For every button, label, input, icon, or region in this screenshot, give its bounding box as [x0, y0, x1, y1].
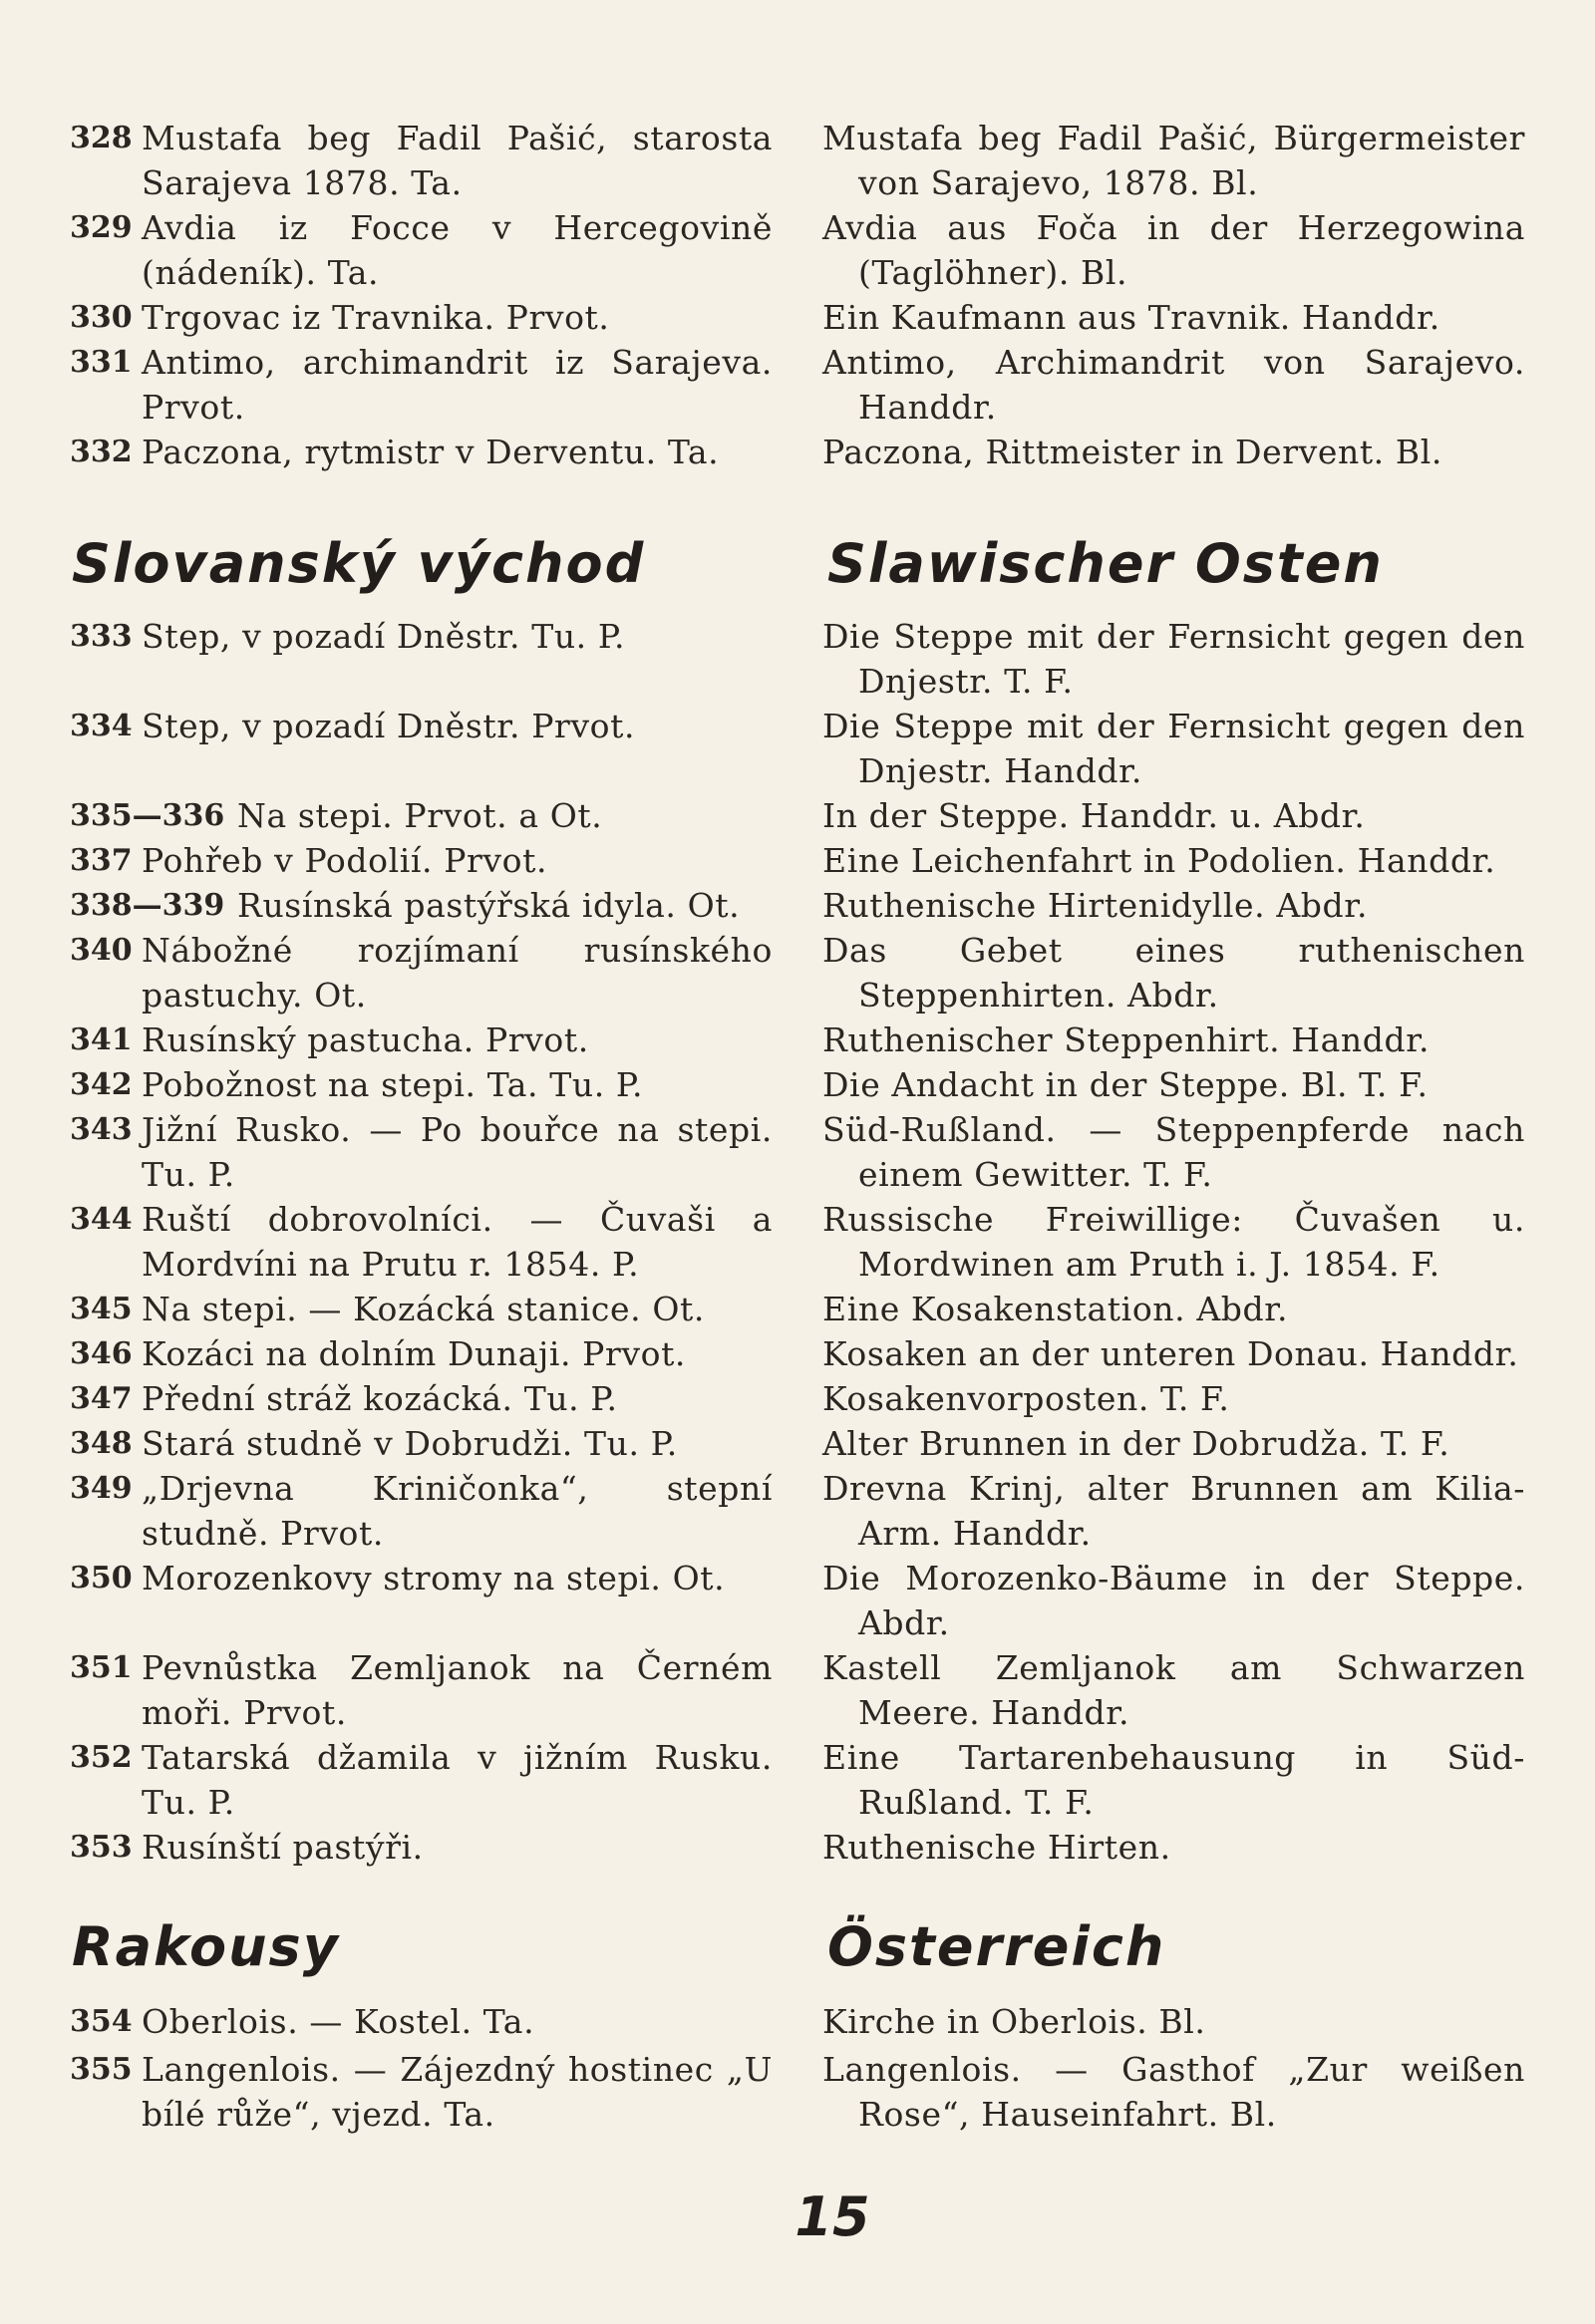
entry-czech: Morozenkovy stromy na stepi. Ot. [142, 1559, 726, 1598]
entry-german: Antimo, Archimandrit von Sarajevo. Handdr. [822, 343, 1525, 427]
entry-number: 350 [70, 1561, 133, 1596]
entry-german: Ein Kaufmann aus Travnik. Handdr. [822, 298, 1440, 337]
entry-czech: Trgovac iz Travnika. Prvot. [142, 298, 610, 337]
entry-german: Drevna Krinj, alter Brunnen am Kilia-Arm. Handdr. [822, 1469, 1525, 1553]
entry-czech: Step, v pozadí Dněstr. Tu. P. [142, 617, 626, 656]
entry-number: 337 [70, 843, 133, 878]
entry-german: Avdia aus Foča in der Herzegowina (Taglöhner). Bl. [822, 208, 1525, 292]
entry-german: Eine Tartarenbehausung in Süd-Rußland. T. F. [822, 1738, 1525, 1822]
entry-number: 340 [70, 933, 133, 968]
entry-czech: Stará studně v Dobrudži. Tu. P. [142, 1424, 678, 1463]
entry-german: In der Steppe. Handdr. u. Abdr. [822, 796, 1366, 835]
entry-number: 355 [70, 2052, 133, 2087]
entry-czech: Step, v pozadí Dněstr. Prvot. [142, 707, 636, 745]
entry-number: 330 [70, 300, 133, 335]
entry-number: 342 [70, 1067, 133, 1102]
entry-german: Kosakenvorposten. T. F. [822, 1379, 1230, 1418]
entry-czech: Pevnůstka Zemljanok na Černém moři. Prvot. [142, 1648, 773, 1732]
entry-german: Ruthenischer Steppenhirt. Handdr. [822, 1020, 1431, 1059]
entry-german: Ruthenische Hirtenidylle. Abdr. [822, 886, 1369, 925]
entry-german: Süd-Rußland. — Steppenpferde nach einem Gewitter. T. F. [822, 1110, 1525, 1194]
entry-number: 343 [70, 1112, 133, 1147]
entry-number: 335—336 [70, 798, 225, 833]
entry-czech: Přední stráž kozácká. Tu. P. [142, 1379, 618, 1418]
entry-czech: Pohřeb v Podolií. Prvot. [142, 841, 548, 880]
entry-czech: „Drjevna Kriničonka“, stepní studně. Prvot. [142, 1469, 773, 1553]
entry-number: 328 [70, 121, 133, 155]
entry-number: 352 [70, 1740, 133, 1775]
entry-german: Die Steppe mit der Fernsicht gegen den Dnjestr. Handdr. [822, 707, 1525, 790]
entry-number: 329 [70, 210, 133, 245]
entry-german: Kosaken an der unteren Donau. Handdr. [822, 1334, 1519, 1373]
entry-number: 332 [70, 435, 133, 469]
entry-number: 349 [70, 1471, 133, 1506]
entry-number: 338—339 [70, 888, 225, 923]
entry-czech: Ruští dobrovolníci. — Čuvaši a Mordvíni na Prutu r. 1854. P. [142, 1200, 773, 1284]
entry-number: 345 [70, 1292, 133, 1326]
entry-german: Langenlois. — Gasthof „Zur weißen Rose“, Hauseinfahrt. Bl. [822, 2050, 1525, 2134]
entry-german: Das Gebet eines ruthenischen Steppenhirten. Abdr. [822, 931, 1525, 1015]
entry-number: 331 [70, 345, 133, 380]
entry-german: Kirche in Oberlois. Bl. [822, 2002, 1206, 2041]
page-number: 15 [795, 2185, 870, 2248]
entry-german: Die Morozenko-Bäume in der Steppe. Abdr. [822, 1559, 1525, 1642]
entry-czech: Na stepi. Prvot. a Ot. [237, 796, 603, 835]
entry-czech: Rusínská pastýřská idyla. Ot. [237, 886, 741, 925]
entry-number: 348 [70, 1426, 133, 1461]
entry-number: 341 [70, 1022, 133, 1057]
entry-czech: Tatarská džamila v jižním Rusku. Tu. P. [142, 1738, 773, 1822]
entry-german: Russische Freiwillige: Čuvašen u. Mordwinen am Pruth i. J. 1854. F. [822, 1200, 1525, 1284]
entry-czech: Pobožnost na stepi. Ta. Tu. P. [142, 1065, 644, 1104]
entry-czech: Kozáci na dolním Dunaji. Prvot. [142, 1334, 687, 1373]
entry-czech: Mustafa beg Fadil Pašić, starosta Sarajeva 1878. Ta. [142, 119, 773, 202]
entry-czech: Paczona, rytmistr v Derventu. Ta. [142, 433, 720, 471]
entry-german: Kastell Zemljanok am Schwarzen Meere. Handdr. [822, 1648, 1525, 1732]
entry-czech: Avdia iz Focce v Hercegovině (nádeník). Ta. [142, 208, 773, 292]
entry-czech: Antimo, archimandrit iz Sarajeva. Prvot. [142, 343, 773, 427]
entry-german: Mustafa beg Fadil Pašić, Bürgermeister von Sarajevo, 1878. Bl. [822, 119, 1525, 202]
section-heading-czech: Rakousy [72, 1915, 340, 1978]
entry-number: 334 [70, 709, 133, 743]
section-heading-czech: Slovanský východ [72, 532, 646, 595]
entry-german: Die Andacht in der Steppe. Bl. T. F. [822, 1065, 1429, 1104]
entry-number: 353 [70, 1830, 133, 1865]
entry-number: 347 [70, 1381, 133, 1416]
entry-number: 351 [70, 1650, 133, 1685]
section-heading-german: Österreich [827, 1915, 1166, 1978]
entry-czech: Jižní Rusko. — Po bouřce na stepi. Tu. P. [142, 1110, 773, 1194]
entry-czech: Langenlois. — Zájezdný hostinec „U bílé růže“, vjezd. Ta. [142, 2050, 773, 2134]
entry-german: Alter Brunnen in der Dobrudža. T. F. [822, 1424, 1450, 1463]
section-heading-german: Slawischer Osten [827, 532, 1384, 595]
entry-german: Eine Leichenfahrt in Podolien. Handdr. [822, 841, 1496, 880]
entry-number: 346 [70, 1336, 133, 1371]
entry-number: 354 [70, 2004, 133, 2039]
entry-czech: Rusínští pastýři. [142, 1828, 424, 1867]
entry-german: Paczona, Rittmeister in Dervent. Bl. [822, 433, 1442, 471]
entry-czech: Oberlois. — Kostel. Ta. [142, 2002, 535, 2041]
entry-german: Eine Kosakenstation. Abdr. [822, 1290, 1289, 1328]
entry-number: 344 [70, 1202, 133, 1237]
entry-german: Die Steppe mit der Fernsicht gegen den Dnjestr. T. F. [822, 617, 1525, 701]
entry-german: Ruthenische Hirten. [822, 1828, 1171, 1867]
entry-czech: Na stepi. — Kozácká stanice. Ot. [142, 1290, 705, 1328]
entry-czech: Nábožné rozjímaní rusínského pastuchy. Ot. [142, 931, 773, 1015]
entry-number: 333 [70, 619, 133, 654]
entry-czech: Rusínský pastucha. Prvot. [142, 1020, 589, 1059]
